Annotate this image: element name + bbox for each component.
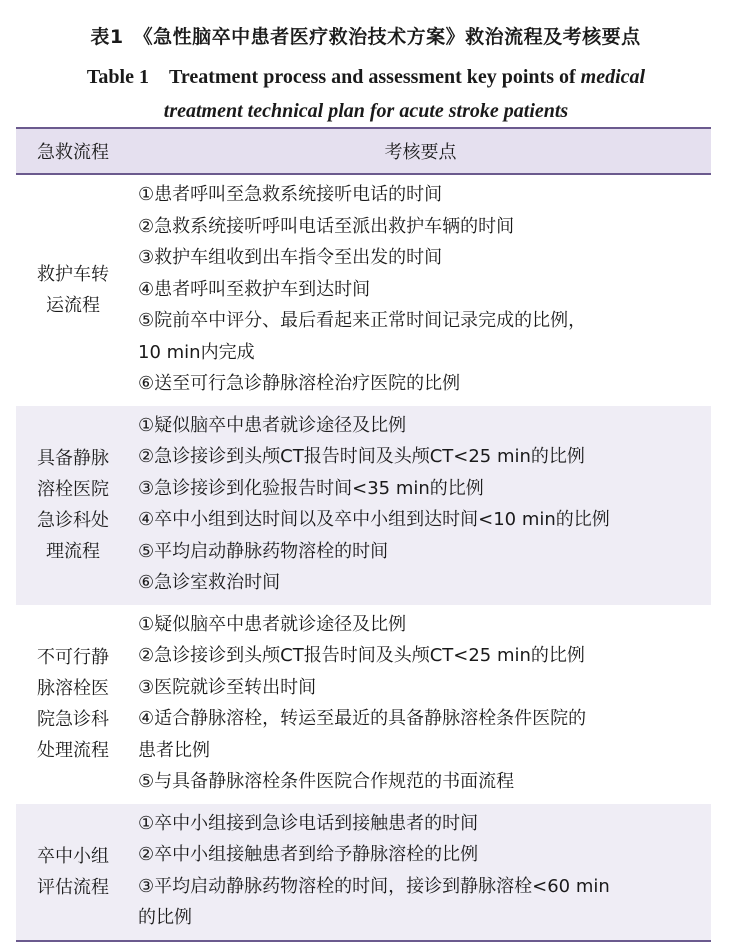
flow-cell: [16, 406, 130, 605]
point-line: 的比例: [138, 907, 192, 928]
flow-line: 运流程: [46, 295, 100, 317]
assessment-table: [16, 127, 711, 942]
point-line: ⑥急诊室救治时间: [138, 572, 281, 593]
point-line: ④卒中小组到达时间以及卒中小组到达时间<10 min的比例: [138, 509, 610, 530]
flow-cell: [16, 605, 130, 804]
flow-line: 脉溶栓医: [37, 678, 109, 699]
point-line: 患者比例: [138, 739, 210, 761]
table-title-chinese: 表1 《急性脑卒中患者医疗救治技术方案》救治流程及考核要点: [90, 26, 641, 48]
header-flow: 急救流程: [16, 128, 130, 174]
point-line: ②急救系统接听呼叫电话至派出救护车辆的时间: [138, 215, 515, 237]
table-row: [16, 406, 711, 605]
title-en-prefix: Table 1 Treatment process and assessment key points of: [86, 66, 581, 88]
point-line: ①卒中小组接到急诊电话到接触患者的时间: [138, 812, 479, 834]
title-en-italic-1: medical: [580, 66, 646, 88]
point-line: ⑤平均启动静脉药物溶栓的时间: [138, 540, 389, 562]
flow-line: 院急诊科: [37, 709, 109, 730]
table-row: [16, 174, 711, 406]
point-line: 10 min内完成: [138, 341, 255, 363]
flow-line: 处理流程: [37, 740, 109, 761]
header-points: 考核要点: [130, 128, 711, 174]
point-line: ③急诊接诊到化验报告时间<35 min的比例: [138, 477, 484, 499]
point-line: ②卒中小组接触患者到给予静脉溶栓的比例: [138, 844, 479, 865]
point-line: ⑤院前卒中评分、最后看起来正常时间记录完成的比例，: [138, 310, 587, 331]
table-row: [16, 804, 711, 941]
flow-line: 溶栓医院: [37, 479, 109, 500]
flow-line: 评估流程: [37, 876, 109, 898]
point-line: ⑥送至可行急诊静脉溶栓治疗医院的比例: [138, 373, 461, 394]
table-title-english: [16, 60, 716, 128]
point-line: ③平均启动静脉药物溶栓的时间，接诊到静脉溶栓<60 min: [138, 875, 610, 897]
table-header-row: [16, 128, 711, 174]
points-cell: [130, 174, 711, 406]
flow-cell: [16, 174, 130, 406]
point-line: ②急诊接诊到头颅CT报告时间及头颅CT<25 min的比例: [138, 446, 585, 467]
flow-line: 具备静脉: [37, 448, 109, 469]
point-line: ①疑似脑卒中患者就诊途径及比例: [138, 414, 407, 436]
points-cell: [130, 406, 711, 605]
flow-line: 理流程: [46, 541, 100, 562]
flow-cell: [16, 804, 130, 941]
point-line: ⑤与具备静脉溶栓条件医院合作规范的书面流程: [138, 771, 515, 792]
point-line: ④患者呼叫至救护车到达时间: [138, 278, 371, 300]
point-line: ④适合静脉溶栓，转运至最近的具备静脉溶栓条件医院的: [138, 708, 587, 729]
point-line: ①疑似脑卒中患者就诊途径及比例: [138, 613, 407, 635]
point-line: ③医院就诊至转出时间: [138, 676, 317, 698]
flow-line: 不可行静: [37, 647, 109, 668]
title-en-italic-2: treatment technical plan for acute stroke patients: [163, 100, 569, 122]
flow-line: 急诊科处: [37, 510, 109, 531]
table-row: [16, 605, 711, 804]
point-line: ③救护车组收到出车指令至出发的时间: [138, 247, 443, 268]
flow-line: 卒中小组: [37, 845, 109, 867]
point-line: ②急诊接诊到头颅CT报告时间及头颅CT<25 min的比例: [138, 645, 585, 666]
flow-line: 救护车转: [37, 264, 109, 286]
point-line: ①患者呼叫至急救系统接听电话的时间: [138, 184, 443, 205]
points-cell: [130, 804, 711, 941]
points-cell: [130, 605, 711, 804]
